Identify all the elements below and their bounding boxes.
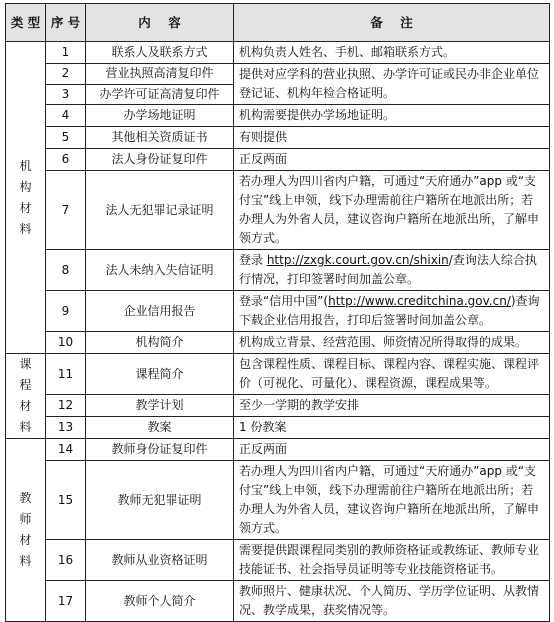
seq-cell: 10 [46, 332, 86, 354]
content-cell: 企业信用报告 [86, 291, 234, 332]
seq-cell: 2 [46, 64, 86, 85]
shixin-link[interactable]: http://zxgk.court.gov.cn/shixin [266, 253, 449, 267]
content-cell: 联系人及联系方式 [86, 42, 234, 64]
remark-cell: 需要提供跟课程同类别的教师资格证或教练证、教师专业技能证书、社会指导员证明等专业技能资格证书。 [234, 540, 550, 581]
group-label-teacher [6, 439, 46, 622]
content-cell: 机构简介 [86, 332, 234, 354]
remark-cell: 1 份教案 [234, 417, 550, 439]
table-row [6, 127, 550, 149]
content-cell: 营业执照高清复印件 [86, 64, 234, 85]
remark-cell: 有则提供 [234, 127, 550, 149]
remark-cell: 至少一学期的教学安排 [234, 395, 550, 417]
seq-cell: 17 [46, 581, 86, 622]
table-row [6, 105, 550, 127]
remark-cell: 正反两面 [234, 439, 550, 461]
remark-cell: 若办理人为四川省内户籍，可通过“天府通办”app 或“支付宝”线上申领，线下办理需前往户籍所在地派出所；若办理人为外省人员，建议咨询户籍所在地派出所，了解申领方式。 [234, 461, 550, 540]
creditchina-link[interactable]: http://www.creditchina.gov.cn/ [328, 294, 511, 308]
remark-cell: 若办理人为四川省内户籍，可通过“天府通办”app 或“支付宝”线上申领，线下办理需前往户籍所在地派出所；若办理人为外省人员，建议咨询户籍所在地派出所，了解申领方式。 [234, 171, 550, 250]
table-header [6, 4, 550, 42]
table-row [6, 395, 550, 417]
header-seq-text: 序 号 [50, 15, 81, 30]
remark-cell: 机构需要提供办学场地证明。 [234, 105, 550, 127]
seq-cell: 5 [46, 127, 86, 149]
table-row [6, 581, 550, 622]
materials-table [5, 3, 550, 622]
remark-suffix: /查询法人综合执行情况，打印签署时间加盖公章。 [239, 253, 537, 286]
seq-cell: 8 [46, 250, 86, 291]
content-cell: 教师身份证复印件 [86, 439, 234, 461]
remark-cell: 机构成立背景、经营范围、师资情况所得取得的成果。 [234, 332, 550, 354]
seq-cell: 7 [46, 171, 86, 250]
remark-prefix: 登录 [239, 253, 267, 267]
table-row [6, 417, 550, 439]
group-label-org [6, 42, 46, 354]
table-row [6, 332, 550, 354]
seq-cell: 12 [46, 395, 86, 417]
content-cell: 教师无犯罪证明 [86, 461, 234, 540]
content-cell: 办学场地证明 [86, 105, 234, 127]
table-row [6, 439, 550, 461]
table-row [6, 540, 550, 581]
materials-document [5, 3, 550, 622]
seq-cell: 9 [46, 291, 86, 332]
content-cell: 教师从业资格证明 [86, 540, 234, 581]
table-row [6, 291, 550, 332]
remark-cell: 正反两面 [234, 149, 550, 171]
group-label-org-text: 机 构 材 料 [19, 158, 32, 236]
table-row [6, 461, 550, 540]
table-row [6, 149, 550, 171]
header-remark: 备 注 [234, 4, 550, 42]
remark-suffix: )查询下载企业信用报告，打印后签署时间加盖公章。 [239, 294, 540, 327]
group-label-course-text: 课 程 材 料 [19, 357, 32, 434]
content-cell: 法人未纳入失信证明 [86, 250, 234, 291]
remark-cell [234, 291, 550, 332]
table-row [6, 42, 550, 64]
seq-cell: 4 [46, 105, 86, 127]
seq-cell: 11 [46, 354, 86, 395]
remark-prefix: 登录“信用中国”( [239, 294, 329, 308]
remark-cell: 提供对应学科的营业执照、办学许可证或民办非企业单位登记证、机构年检合格证明。 [234, 64, 550, 105]
table-row [6, 354, 550, 395]
seq-cell: 16 [46, 540, 86, 581]
seq-cell: 13 [46, 417, 86, 439]
content-cell: 教学计划 [86, 395, 234, 417]
content-cell: 教案 [86, 417, 234, 439]
seq-cell: 14 [46, 439, 86, 461]
group-label-course [6, 354, 46, 439]
table-row [6, 64, 550, 85]
seq-cell: 6 [46, 149, 86, 171]
header-seq [46, 4, 86, 42]
remark-cell: 教师照片、健康状况、个人简历、学历学位证明、从教情况、教学成果，获奖情况等。 [234, 581, 550, 622]
header-content: 内 容 [86, 4, 234, 42]
seq-cell: 15 [46, 461, 86, 540]
seq-cell: 1 [46, 42, 86, 64]
content-cell: 法人身份证复印件 [86, 149, 234, 171]
header-type [6, 4, 46, 42]
remark-cell: 机构负责人姓名、手机、邮箱联系方式。 [234, 42, 550, 64]
content-cell: 课程简介 [86, 354, 234, 395]
content-cell: 教师个人简介 [86, 581, 234, 622]
header-type-text: 类 型 [10, 15, 41, 30]
content-cell: 其他相关资质证书 [86, 127, 234, 149]
remark-cell [234, 250, 550, 291]
seq-cell: 3 [46, 84, 86, 105]
table-row [6, 171, 550, 250]
content-cell: 法人无犯罪记录证明 [86, 171, 234, 250]
table-row [6, 250, 550, 291]
remark-cell: 包含课程性质、课程目标、课程内容、课程实施、课程评价（可视化、可量化）、课程资源，课程成果等。 [234, 354, 550, 395]
content-cell: 办学许可证高清复印件 [86, 84, 234, 105]
group-label-teacher-text: 教 师 材 料 [19, 491, 32, 568]
